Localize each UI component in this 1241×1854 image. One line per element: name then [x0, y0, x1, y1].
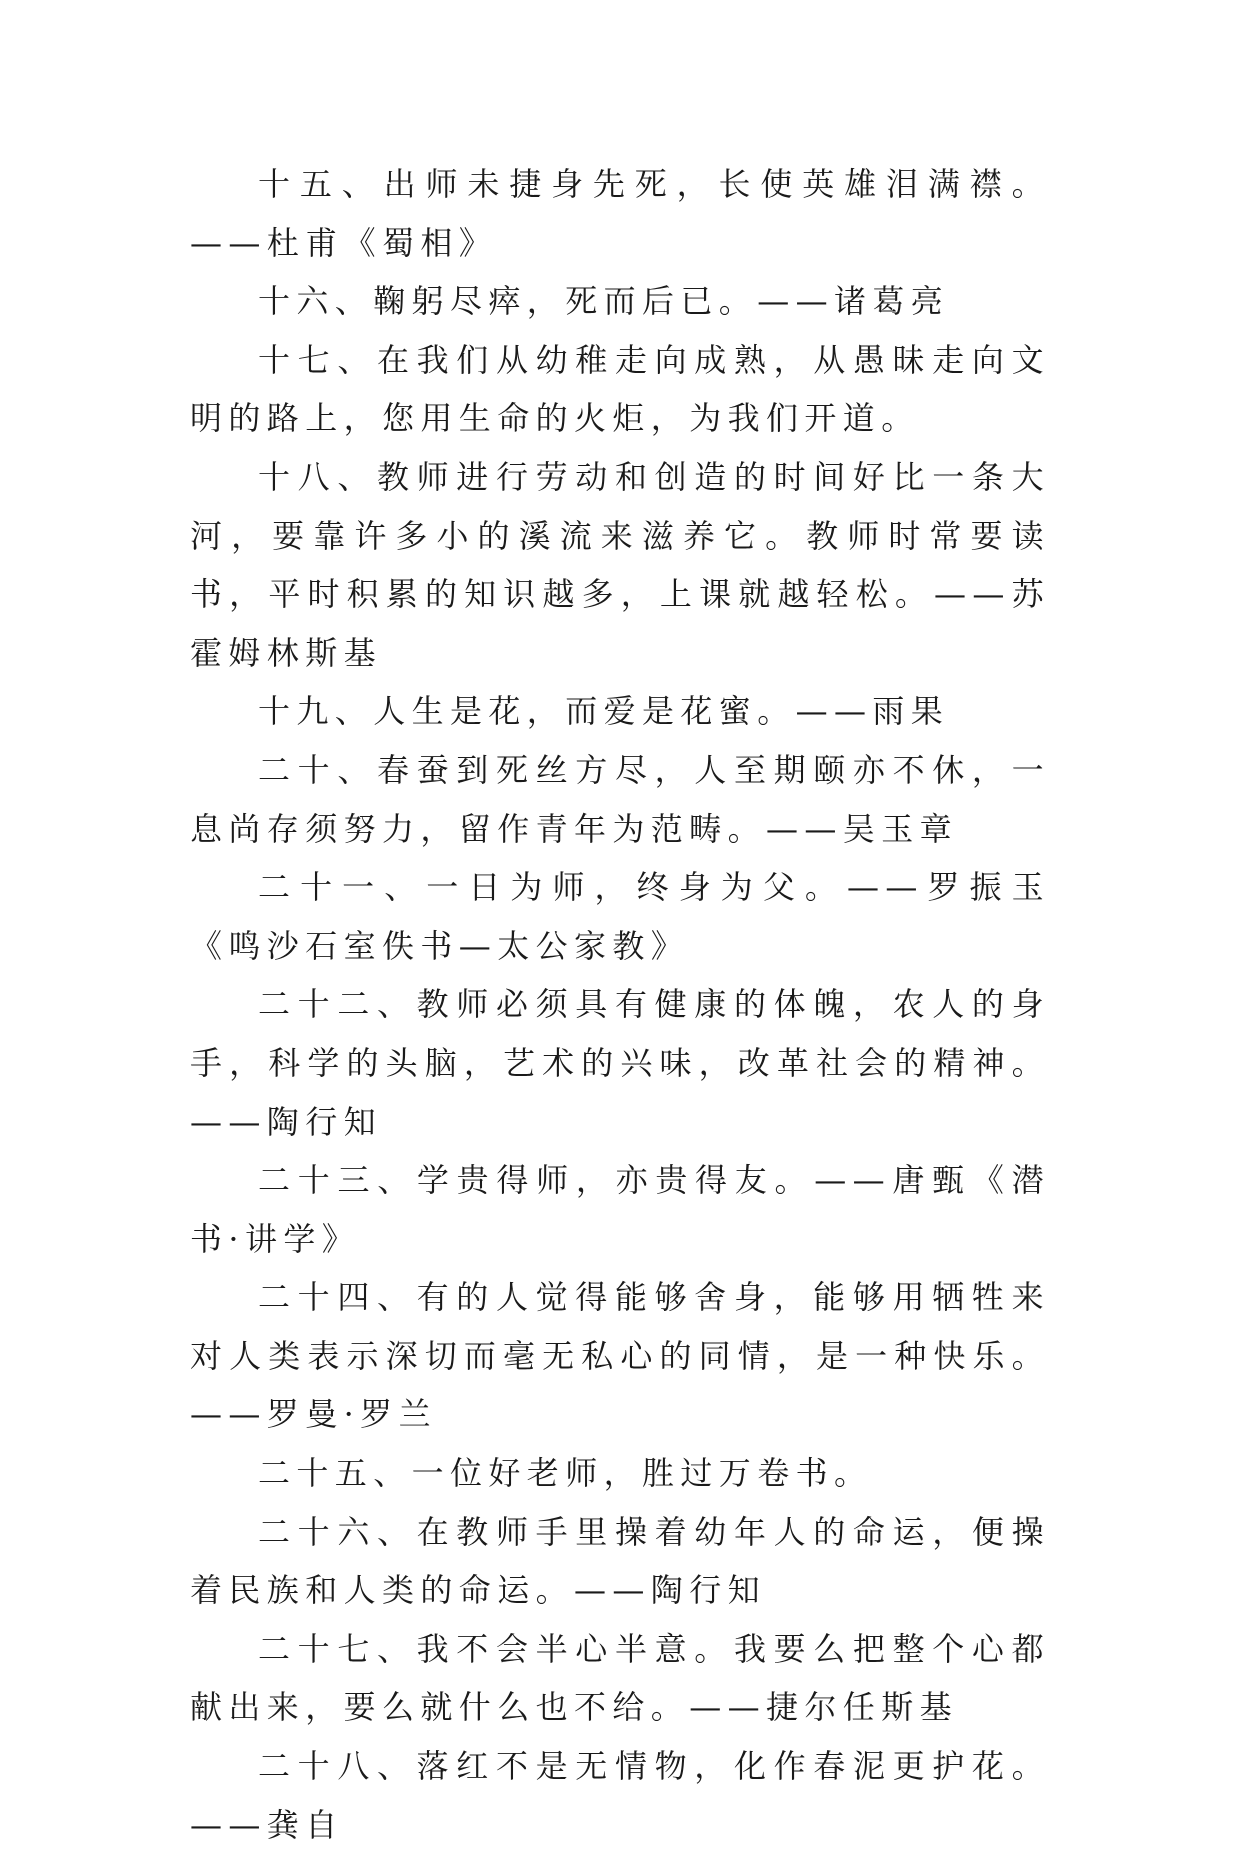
- paragraph-20: 二十、春蚕到死丝方尽，人至期颐亦不休，一息尚存须努力，留作青年为范畴。——吴玉章: [190, 750, 1050, 848]
- paragraph-16: 十六、鞠躬尽瘁，死而后已。——诸葛亮: [258, 282, 950, 321]
- document-body: [190, 155, 1050, 1854]
- paragraph-19: 十九、人生是花，而爱是花蜜。——雨果: [258, 692, 950, 731]
- paragraph-22: 二十二、教师必须具有健康的体魄，农人的身手，科学的头脑，艺术的兴味，改革社会的精神。——陶行知: [190, 985, 1050, 1141]
- paragraph-25: 二十五、一位好老师，胜过万卷书。: [258, 1454, 873, 1493]
- paragraph-26: 二十六、在教师手里操着幼年人的命运，便操着民族和人类的命运。——陶行知: [190, 1512, 1050, 1610]
- paragraph-27: 二十七、我不会半心半意。我要么把整个心都献出来，要么就什么也不给。——捷尔任斯基: [190, 1629, 1050, 1727]
- paragraph-21: 二十一、一日为师，终身为父。——罗振玉《鸣沙石室佚书—太公家教》: [190, 868, 1050, 965]
- paragraph-24: 二十四、有的人觉得能够舍身，能够用牺牲来对人类表示深切而毫无私心的同情，是一种快乐。——罗曼·罗兰: [190, 1278, 1050, 1434]
- paragraph-15: 十五、出师未捷身先死，长使英雄泪满襟。——杜甫《蜀相》: [190, 165, 1050, 262]
- paragraph-18: 十八、教师进行劳动和创造的时间好比一条大河，要靠许多小的溪流来滋养它。教师时常要读书，平时积累的知识越多，上课就越轻松。——苏霍姆林斯基: [190, 457, 1050, 672]
- paragraph-17: 十七、在我们从幼稚走向成熟，从愚昧走向文明的路上，您用生命的火炬，为我们开道。: [190, 340, 1050, 438]
- paragraph-28: 二十八、落红不是无情物，化作春泥更护花。——龚自: [190, 1747, 1050, 1844]
- paragraph-23: 二十三、学贵得师，亦贵得友。——唐甄《潜书·讲学》: [190, 1161, 1050, 1258]
